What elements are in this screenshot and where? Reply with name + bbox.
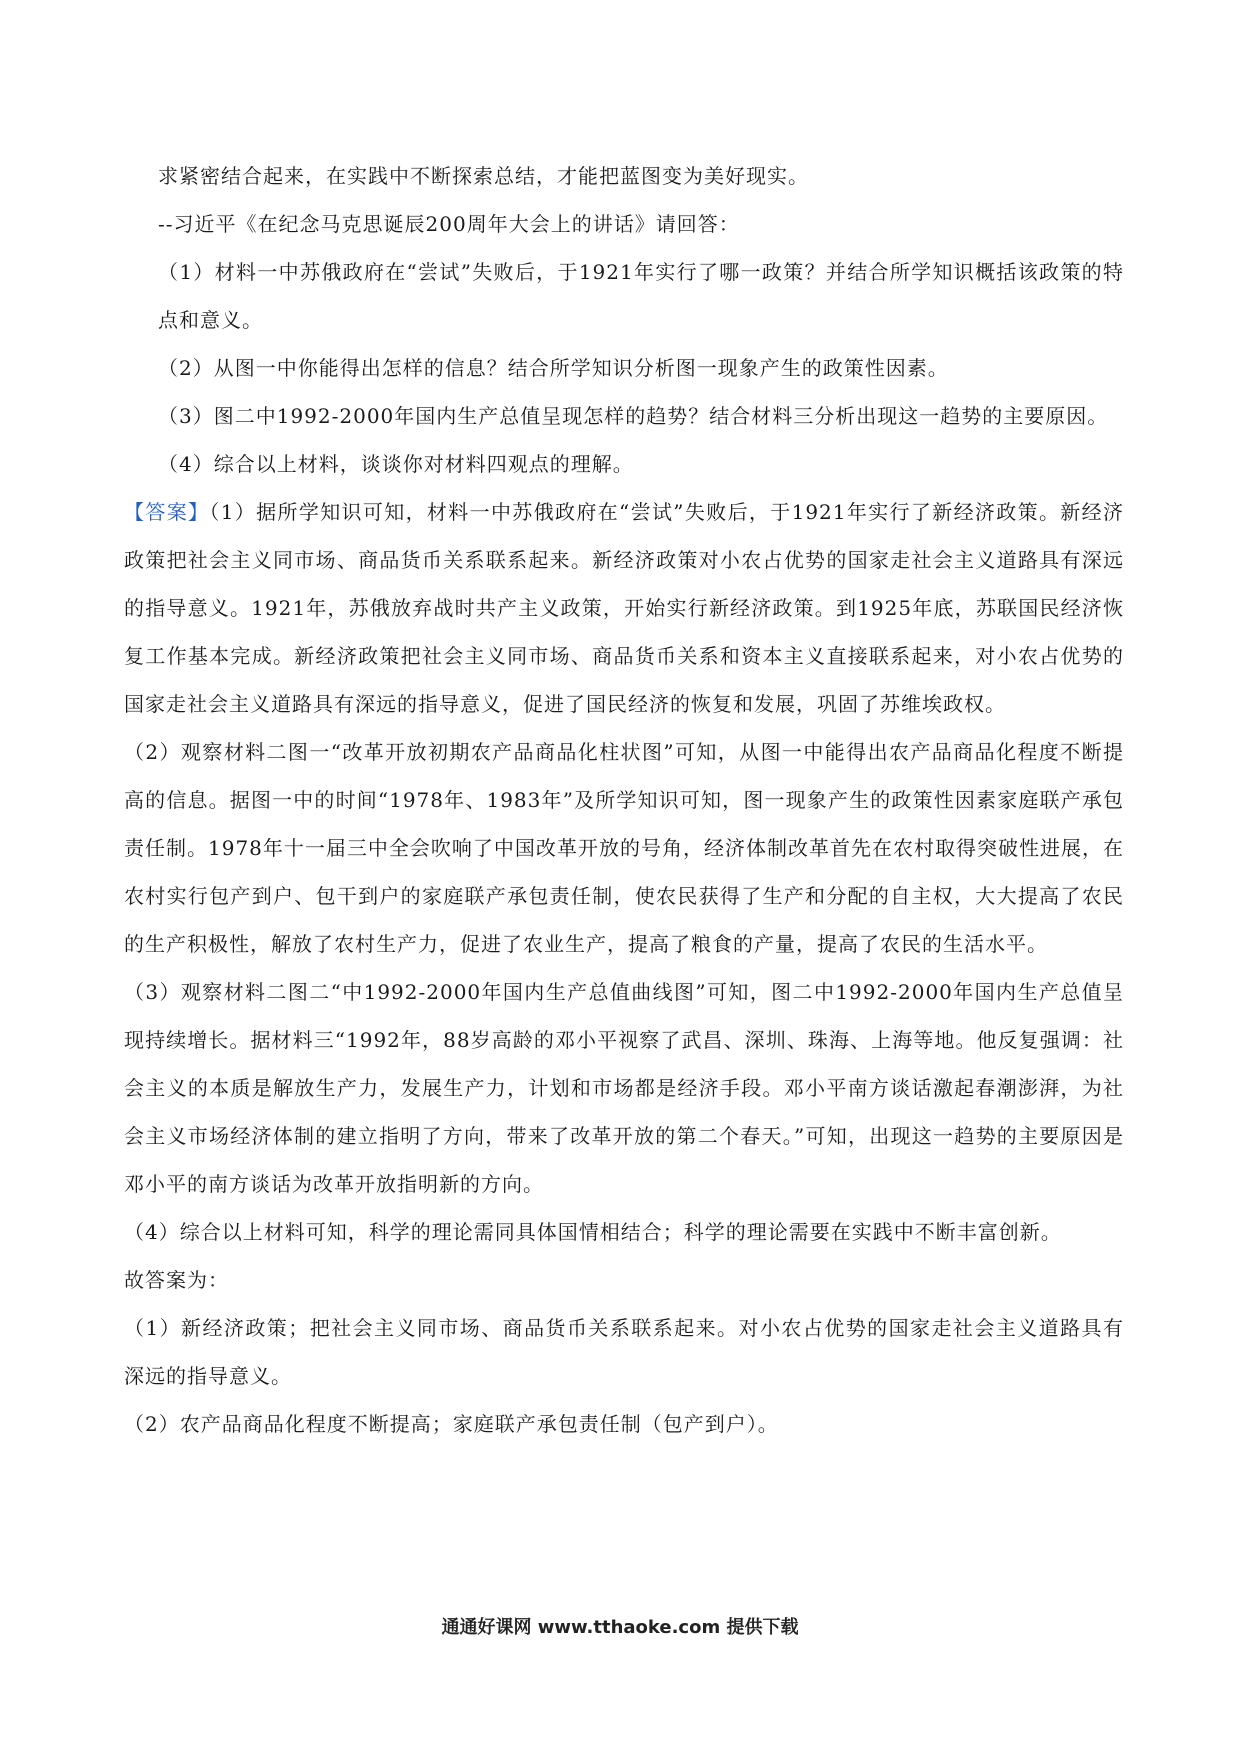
document-body <box>124 152 1124 1448</box>
answer-2-paragraph: （2）观察材料二图一“改革开放初期农产品商品化柱状图”可知，从图一中能得出农产品商品化程度不断提高的信息。据图一中的时间“1978年、1983年”及所学知识可知，图一现象产生的政策性因素家庭联产承包责任制。1978年十一届三中全会吹响了中国改革开放的号角，经济体制改革首先在农村取得突破性进展，在农村实行包产到户、包干到户的家庭联产承包责任制，使农民获得了生产和分配的自主权，大大提高了农民的生产积极性，解放了农村生产力，促进了农业生产，提高了粮食的产量，提高了农民的生活水平。 <box>124 740 1124 956</box>
page-footer: 通通好课网 www.tthaoke.com 提供下载 <box>441 1617 799 1638</box>
question-3: （3）图二中1992-2000年国内生产总值呈现怎样的趋势？结合材料三分析出现这一趋势的主要原因。 <box>158 404 1109 428</box>
question-1: （1）材料一中苏俄政府在“尝试”失败后，于1921年实行了哪一政策？并结合所学知识概括该政策的特点和意义。 <box>158 260 1124 332</box>
answer-1-paragraph <box>124 488 1124 728</box>
answer-1-text: （1）据所学知识可知，材料一中苏俄政府在“尝试”失败后，于1921年实行了新经济政策。新经济政策把社会主义同市场、商品货币关系联系起来。新经济政策对小农占优势的国家走社会主义道路具有深远的指导意义。1921年，苏俄放弃战时共产主义政策，开始实行新经济政策。到1925年底，苏联国民经济恢复工作基本完成。新经济政策把社会主义同市场、商品货币关系和资本主义直接联系起来，对小农占优势的国家走社会主义道路具有深远的指导意义，促进了国民经济的恢复和发展，巩固了苏维埃政权。 <box>124 500 1124 716</box>
source-line: --习近平《在纪念马克思诞辰200周年大会上的讲话》请回答： <box>158 212 740 236</box>
final-answer-label: 故答案为： <box>124 1268 229 1292</box>
final-answer-1: （1）新经济政策；把社会主义同市场、商品货币关系联系起来。对小农占优势的国家走社会主义道路具有深远的指导意义。 <box>124 1316 1124 1388</box>
question-4: （4）综合以上材料，谈谈你对材料四观点的理解。 <box>158 452 634 476</box>
answer-label: 【答案】 <box>124 500 210 524</box>
question-2: （2）从图一中你能得出怎样的信息？结合所学知识分析图一现象产生的政策性因素。 <box>158 356 949 380</box>
final-answer-2: （2）农产品商品化程度不断提高；家庭联产承包责任制（包产到户）。 <box>124 1412 779 1436</box>
answer-4-paragraph: （4）综合以上材料可知，科学的理论需同具体国情相结合；科学的理论需要在实践中不断丰富创新。 <box>124 1220 1062 1244</box>
answer-3-paragraph: （3）观察材料二图二“中1992-2000年国内生产总值曲线图”可知，图二中1992-2000年国内生产总值呈现持续增长。据材料三“1992年，88岁高龄的邓小平视察了武昌、深圳、珠海、上海等地。他反复强调：社会主义的本质是解放生产力，发展生产力，计划和市场都是经济手段。邓小平南方谈话激起春潮澎湃，为社会主义市场经济体制的建立指明了方向，带来了改革开放的第二个春天。”可知，出现这一趋势的主要原因是邓小平的南方谈话为改革开放指明新的方向。 <box>124 980 1124 1196</box>
intro-line: 求紧密结合起来，在实践中不断探索总结，才能把蓝图变为美好现实。 <box>158 164 809 188</box>
